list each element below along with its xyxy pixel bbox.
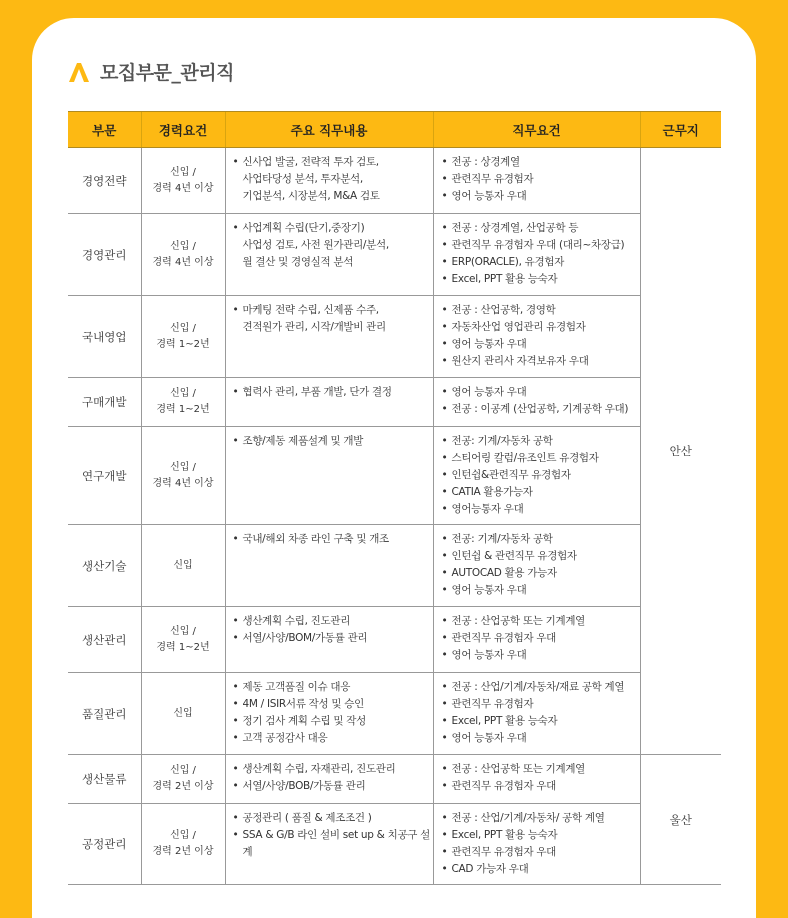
requirement-item: • ERP(ORACLE), 유경험자	[442, 254, 640, 271]
duties-cell	[225, 148, 433, 214]
requirements-cell	[433, 296, 640, 378]
requirement-item: • 영어 능통자 우대	[442, 730, 640, 747]
table-row	[68, 427, 721, 525]
duty-item: • 협력사 관리, 부품 개발, 단가 결정	[233, 384, 433, 401]
duty-item: • 생산계획 수립, 자재관리, 진도관리	[233, 761, 433, 778]
duties-cell	[225, 673, 433, 755]
experience-cell	[141, 427, 225, 525]
dept-cell: 구매개발	[68, 378, 141, 427]
requirements-cell	[433, 607, 640, 673]
duties-cell	[225, 378, 433, 427]
section-title: 모집부문_관리직	[100, 62, 234, 84]
experience-line: 신입 /	[170, 765, 196, 776]
experience-cell	[141, 296, 225, 378]
requirement-item: • 전공 : 상경계열, 산업공학 등	[442, 220, 640, 237]
experience-line: 신입 /	[170, 240, 196, 252]
table-row	[68, 804, 721, 885]
table-row	[68, 296, 721, 378]
requirement-item: • 관련직무 유경험자 우대 (대리~차장급)	[442, 237, 640, 254]
duty-item: • 조향/제동 제품설계 및 개발	[233, 433, 433, 450]
requirement-item: • 영어능통자 우대	[442, 501, 640, 518]
experience-line: 경력 1~2년	[156, 404, 210, 415]
duty-item: • 사업계획 수립(단기,중장기) 사업성 검토, 사전 원가관리/분석, 월 결산 및 경영실적 분석	[233, 220, 433, 271]
dept-cell: 연구개발	[68, 427, 141, 525]
requirements-cell	[433, 673, 640, 755]
requirements-cell	[433, 525, 640, 607]
requirement-item: • 영어 능통자 우대	[442, 188, 640, 205]
duties-cell	[225, 755, 433, 804]
duty-item: • 4M / ISIR서류 작성 및 승인	[233, 696, 433, 713]
experience-cell	[141, 148, 225, 214]
table-row	[68, 148, 721, 214]
requirement-item: • 관련직무 유경험자 우대	[442, 630, 640, 647]
header-experience: 경력요건	[141, 112, 225, 148]
requirement-item: • 인턴쉽 & 관련직무 유경험자	[442, 548, 640, 565]
chevron-up-icon	[68, 61, 90, 83]
requirement-item: • 영어 능통자 우대	[442, 582, 640, 599]
table-row	[68, 755, 721, 804]
experience-cell	[141, 525, 225, 607]
requirements-cell	[433, 378, 640, 427]
requirement-item: • 관련직무 유경험자 우대	[442, 778, 640, 795]
experience-line: 신입	[173, 559, 193, 571]
duty-item: • 정기 검사 계획 수립 및 작성	[233, 713, 433, 730]
experience-line: 경력 4년 이상	[152, 182, 214, 194]
experience-line: 경력 1~2년	[156, 641, 210, 653]
requirement-item: • 전공 : 산업/기계/자동차/ 공학 계열	[442, 810, 640, 827]
experience-line: 경력 2년 이상	[152, 846, 214, 857]
table-row	[68, 673, 721, 755]
requirement-item: • 영어 능통자 우대	[442, 647, 640, 664]
requirement-item: • CATIA 활용가능자	[442, 484, 640, 501]
duty-item: • 국내/해외 차종 라인 구축 및 개조	[233, 531, 433, 548]
requirement-item: • 관련직무 유경험자	[442, 171, 640, 188]
requirement-item: • 관련직무 유경험자	[442, 696, 640, 713]
duty-item: • 서열/사양/BOM/가동률 관리	[233, 630, 433, 647]
duty-item: • 생산계획 수립, 진도관리	[233, 613, 433, 630]
table-row	[68, 525, 721, 607]
requirements-cell	[433, 148, 640, 214]
duties-cell	[225, 525, 433, 607]
experience-line: 신입 /	[170, 830, 196, 841]
requirement-item: • 전공 : 산업공학 또는 기계계열	[442, 761, 640, 778]
requirement-item: • 전공 : 상경계열	[442, 154, 640, 171]
requirement-item: • 전공: 기계/자동차 공학	[442, 531, 640, 548]
requirement-item: • AUTOCAD 활용 가능자	[442, 565, 640, 582]
table-row	[68, 607, 721, 673]
requirement-item: • 관련직무 유경험자 우대	[442, 844, 640, 861]
duties-cell	[225, 296, 433, 378]
experience-line: 경력 2년 이상	[152, 781, 214, 792]
recruitment-card	[32, 18, 756, 918]
requirement-item: • 전공: 기계/자동차 공학	[442, 433, 640, 450]
experience-line: 신입 /	[170, 388, 196, 399]
recruitment-table	[68, 111, 721, 885]
header-requirements: 직무요건	[433, 112, 640, 148]
duty-item: • SSA & G/B 라인 설비 set up & 치공구 설계	[233, 827, 433, 861]
requirement-item: • 영어 능통자 우대	[442, 336, 640, 353]
experience-line: 신입 /	[170, 166, 196, 178]
dept-cell: 생산물류	[68, 755, 141, 804]
experience-line: 신입	[173, 707, 193, 719]
requirement-item: • 전공 : 이공계 (산업공학, 기계공학 우대)	[442, 401, 640, 418]
duties-cell	[225, 607, 433, 673]
experience-cell	[141, 214, 225, 296]
experience-line: 경력 4년 이상	[152, 256, 214, 268]
experience-line: 신입 /	[170, 461, 196, 473]
experience-line: 신입 /	[170, 322, 196, 334]
experience-cell	[141, 378, 225, 427]
requirement-item: • 자동차산업 영업관리 유경험자	[442, 319, 640, 336]
dept-cell: 생산기술	[68, 525, 141, 607]
requirements-cell	[433, 804, 640, 885]
header-location: 근무지	[640, 112, 721, 148]
requirement-item: • CAD 가능자 우대	[442, 861, 640, 878]
duties-cell	[225, 214, 433, 296]
table-body	[68, 148, 721, 885]
duty-item: • 마케팅 전략 수립, 신제품 수주, 견적원가 관리, 시작/개발비 관리	[233, 302, 433, 336]
requirement-item: • 스티어링 칼럼/유조인트 유경험자	[442, 450, 640, 467]
requirement-item: • Excel, PPT 활용 능숙자	[442, 271, 640, 288]
duties-cell	[225, 427, 433, 525]
requirement-item: • 전공 : 산업공학 또는 기계계열	[442, 613, 640, 630]
dept-cell: 품질관리	[68, 673, 141, 755]
header-dept: 부문	[68, 112, 141, 148]
location-cell: 울산	[640, 755, 721, 885]
section-header	[68, 58, 234, 85]
table-row	[68, 214, 721, 296]
header-duties: 주요 직무내용	[225, 112, 433, 148]
requirement-item: • Excel, PPT 활용 능숙자	[442, 713, 640, 730]
experience-cell	[141, 755, 225, 804]
requirement-item: • 인턴쉽&관련직무 유경험자	[442, 467, 640, 484]
duties-cell	[225, 804, 433, 885]
experience-line: 경력 4년 이상	[152, 477, 214, 489]
experience-cell	[141, 607, 225, 673]
requirement-item: • 영어 능통자 우대	[442, 384, 640, 401]
duty-item: • 제동 고객품질 이슈 대응	[233, 679, 433, 696]
dept-cell: 국내영업	[68, 296, 141, 378]
duty-item: • 서열/사양/BOB/가동률 관리	[233, 778, 433, 795]
location-cell: 안산	[640, 148, 721, 755]
requirements-cell	[433, 755, 640, 804]
table-header-row	[68, 112, 721, 148]
requirements-cell	[433, 427, 640, 525]
table-row	[68, 378, 721, 427]
requirement-item: • Excel, PPT 활용 능숙자	[442, 827, 640, 844]
requirements-cell	[433, 214, 640, 296]
experience-cell	[141, 673, 225, 755]
experience-cell	[141, 804, 225, 885]
duty-item: • 공정관리 ( 품질 & 제조조건 )	[233, 810, 433, 827]
dept-cell: 경영관리	[68, 214, 141, 296]
experience-line: 경력 1~2년	[156, 338, 210, 350]
dept-cell: 경영전략	[68, 148, 141, 214]
requirement-item: • 전공 : 산업/기계/자동차/재료 공학 계열	[442, 679, 640, 696]
duty-item: • 고객 공정감사 대응	[233, 730, 433, 747]
requirement-item: • 전공 : 산업공학, 경영학	[442, 302, 640, 319]
experience-line: 신입 /	[170, 625, 196, 637]
dept-cell: 공정관리	[68, 804, 141, 885]
requirement-item: • 원산지 관리사 자격보유자 우대	[442, 353, 640, 370]
dept-cell: 생산관리	[68, 607, 141, 673]
duty-item: • 신사업 발굴, 전략적 투자 검토, 사업타당성 분석, 투자분석, 기업분석, 시장분석, M&A 검토	[233, 154, 433, 205]
